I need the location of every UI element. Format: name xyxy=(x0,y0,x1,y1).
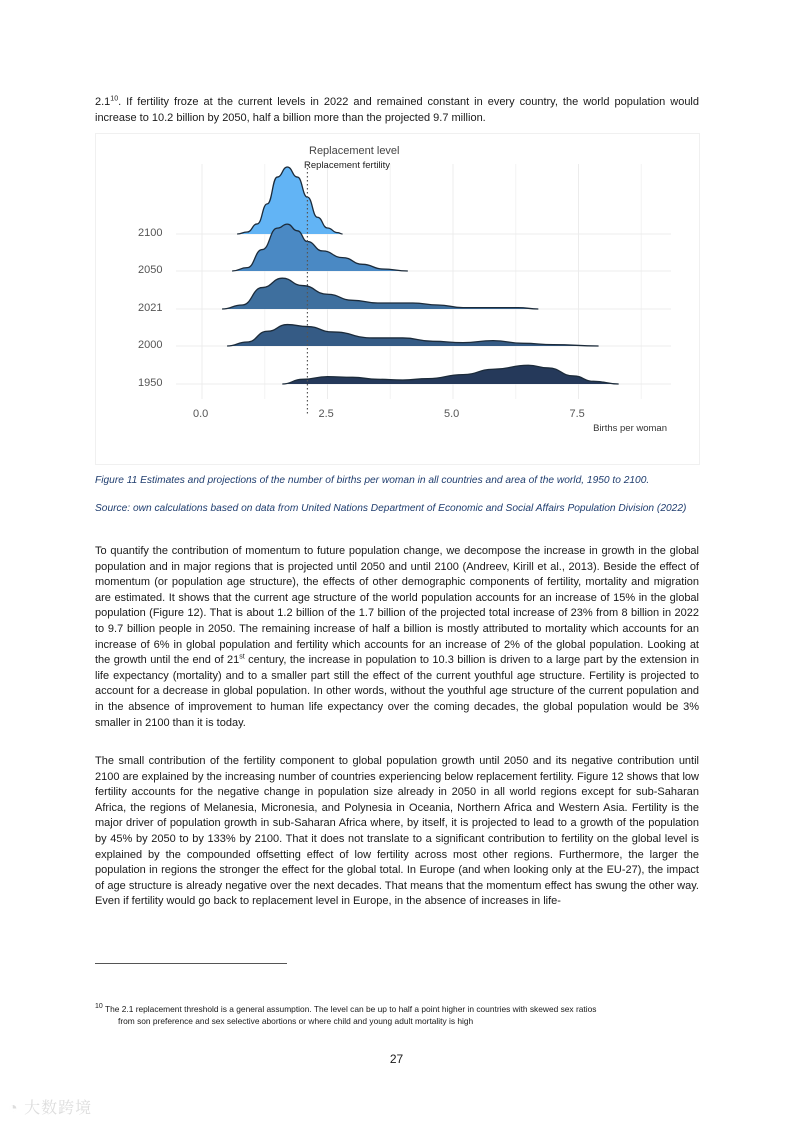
footnote-ref[interactable]: 10 xyxy=(110,95,119,103)
x-tick-label: 7.5 xyxy=(569,408,585,420)
ridge-fill-2000 xyxy=(227,325,598,346)
reference-line-label: Replacement fertility xyxy=(304,160,391,171)
footnote-divider xyxy=(95,963,287,964)
ridge-fill-2021 xyxy=(222,278,538,309)
x-axis-title: Births per woman xyxy=(593,423,667,434)
figure-source: Source: own calculations based on data from United Nations Department of Economic and Social Affairs Population Division (2022) xyxy=(95,503,687,514)
watermark-text: 大数跨境 xyxy=(24,1100,93,1117)
intro-text: . If fertility froze at the current levels in 2022 and remained constant in every country, the world population would increase to 10.2 billion by 2050, half a billion more than the projected 9.7 million. xyxy=(95,96,699,124)
x-tick-label: 2.5 xyxy=(318,408,334,420)
footnote-number: 10 xyxy=(95,1003,103,1011)
body-paragraph-2: The small contribution of the fertility component to global population growth until 2050 and its negative contribution until 2100 are explained by the increasing number of countries experiencing below replacement fertility. Figure 12 shows that low fertility accounts for the negative change in population size already in 2050 in all world regions except for sub-Saharan Africa, the regions of Melanesia, Micronesia, and Polynesia in Oceania, Northern Africa and Western Asia. Fertility is the major driver of population growth in sub-Saharan Africa where, by itself, it is projected to lead to a growth of the population by 45% by 2050 to by 133% by 2100. That it does not translate to a significant contribution to fertility on the global level is explained by the compounded offsetting effect of low fertility across most other regions. Furthermore, the larger the population in regions the stronger the effect for the global total. In Europe (and when looking only at the EU-27), the impact of age structure is already negative over the next decades. That means that the momentum effect has swung the other way. Even if fertility would go back to replacement level in Europe, in the absence of increases in life- xyxy=(95,755,699,908)
y-tick-label: 2021 xyxy=(138,302,163,314)
page-number: 27 xyxy=(389,1052,404,1066)
y-tick-label: 2100 xyxy=(138,227,163,239)
p1-superscript: st xyxy=(239,653,245,661)
x-tick-label: 5.0 xyxy=(444,408,460,420)
p1-text-b: century, the increase in population to 10.3 billion is driven to a large part by the extension in life expectancy (mortality) and to a smaller part still the effect of the current youthful age structure. Fertility is projected to account for a decrease in global population. In other words, without the youthful age structure of the current population and in the absence of improvement to human life expectancy over the coming decades, the global population would be 3% smaller in 2100 than it is today. xyxy=(95,654,699,729)
figure-caption: Figure 11 Estimates and projections of the number of births per woman in all countries and area of the world, 1950 to 2100. xyxy=(95,475,650,486)
footnote-line-1: The 2.1 replacement threshold is a general assumption. The level can be up to half a point higher in countries with skewed sex ratios xyxy=(102,1004,597,1014)
chart-canvas xyxy=(96,134,701,466)
y-tick-label: 2050 xyxy=(138,264,163,276)
watermark-logo: ◔ 大数跨境 xyxy=(8,1100,93,1117)
footnote-line-2: from son preference and sex selective abortions or where child and young adult mortality is high xyxy=(118,1016,474,1026)
body-paragraph-1 xyxy=(95,544,699,731)
intro-paragraph xyxy=(95,95,699,126)
y-tick-label: 2000 xyxy=(138,339,163,351)
footnote xyxy=(95,1003,699,1027)
y-tick-label: 1950 xyxy=(138,377,163,389)
x-tick-label: 0.0 xyxy=(193,408,209,420)
intro-prefix: 2.1 xyxy=(95,96,111,108)
p1-text-a: To quantify the contribution of momentum to future population change, we decompose the increase in growth in the global population and in major regions that is projected until 2050 and until 2100 (Andreev, Kirill et al., 2013). Beside the effect of momentum (or population age structure), the effects of other demographic components of fertility, mortality and migration are estimated. It shows that the current age structure of the world population accounts for an increase of 15% in the global population (Figure 12). That is about 1.2 billion of the 1.7 billion of the projected total increase of 23% from 8 billion in 2022 to 9.7 billion people in 2050. The remaining increase of half a billion is mostly attributed to mortality which accounts for an increase of 6% in global population and fertility which accounts for an increase of 2% of the global population. Looking at the growth until the end of 21 xyxy=(95,545,699,667)
fertility-ridgeline-chart xyxy=(95,133,700,465)
ridge-fill-2100 xyxy=(237,167,342,234)
chart-title: Replacement level xyxy=(309,145,400,157)
